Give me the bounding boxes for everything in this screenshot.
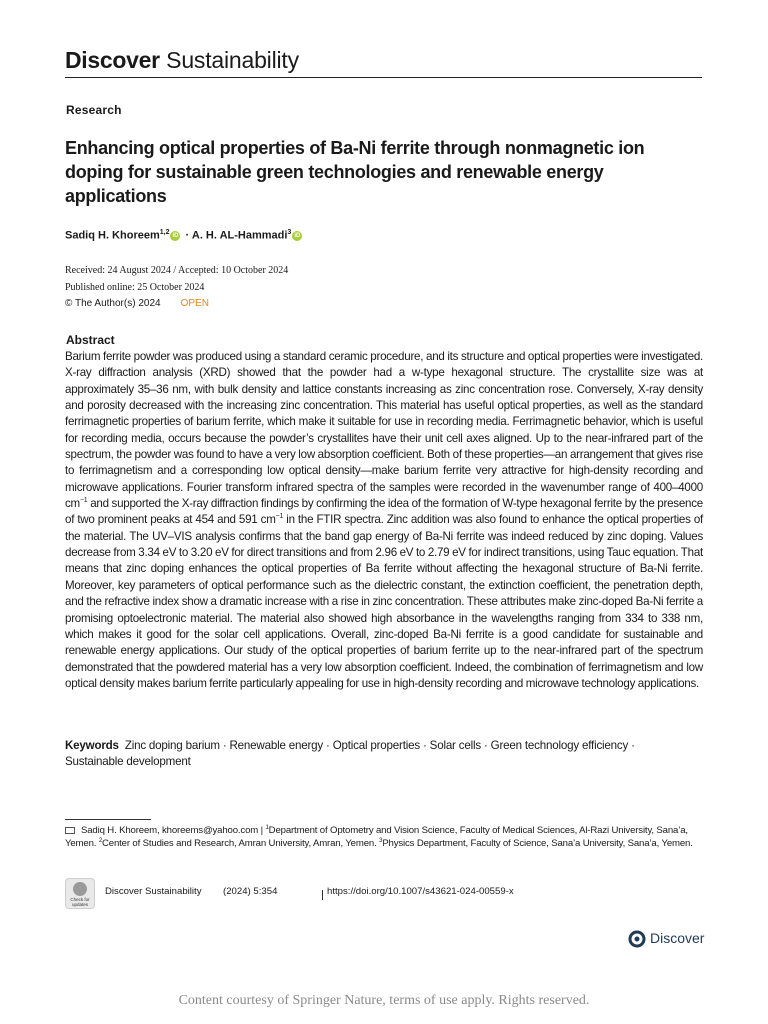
- crossmark-dot: [73, 882, 87, 896]
- corresponding-author[interactable]: Sadiq H. Khoreem, khoreems@yahoo.com |: [81, 825, 266, 836]
- published-date: Published online: 25 October 2024: [65, 281, 205, 293]
- footnote-rule: [65, 819, 151, 820]
- article-title: Enhancing optical properties of Ba-Ni ferrite through nonmagnetic ion doping for sustainable green technologies and renewable energy applications: [65, 138, 645, 206]
- abstract-part-3: in the FTIR spectra. Zinc addition was also found to enhance the optical properties of the material. The UV–VIS analysis confirms that the band gap energy of Ba-Ni ferrite was indeed reduced by zinc doping. Values decrease from 3.34 eV to 3.20 eV for direct transitions and from 2.96 eV to 2.79 eV for indirect transitions, using Tauc equation. That means that zinc doping enhances the optical properties of Ba ferrite without affecting the hexagonal structure of Ba-Ni ferrite. Moreover, key parameters of optical performance such as the dielectric constant, the extinction coefficient, the penetration depth, and the refractive index show a dramatic increase with a rise in zinc concentration. These attributes make zinc-doped Ba-Ni ferrite a promising optoelectronic material. The material also showed high absorbance in the wavelengths ranging from 334 to 338 nm, which makes it good for the solar cell applications. Overall, zinc-doped Ba-Ni ferrite is a good candidate for sustainable and renewable energy applications. Our study of the optical properties of barium ferrite up to the near-infrared part of the spectrum demonstrated that the powdered material has a very low absorption coefficient. Indeed, the combination of ferrimagnetism and low optical density makes barium ferrite particularly appealing for use in high-density recording and microwave technology applications.: [65, 513, 703, 690]
- keywords-label: Keywords: [65, 739, 119, 752]
- copyright: © The Author(s) 2024: [65, 298, 161, 309]
- abstract-sup-2: −1: [275, 513, 284, 521]
- orcid-icon[interactable]: iD: [294, 232, 301, 239]
- affiliation-2: Center of Studies and Research, Amran University, Amran, Yemen.: [102, 838, 380, 850]
- footer-journal: Discover Sustainability: [105, 886, 202, 897]
- author-separator: ·: [185, 229, 190, 242]
- journal-title-regular: Sustainability: [166, 47, 299, 73]
- orcid-icon[interactable]: iD: [172, 232, 179, 239]
- doi-link[interactable]: https://doi.org/10.1007/s43621-024-00559-x: [327, 886, 514, 897]
- courtesy-watermark: Content courtesy of Springer Nature, terms of use apply. Rights reserved.: [178, 993, 590, 1008]
- author-list: [65, 226, 304, 243]
- received-date: Received: 24 August 2024 / Accepted: 10 October 2024: [65, 265, 289, 276]
- footer-divider: [322, 890, 323, 900]
- crossmark-text: Check for updates: [70, 897, 90, 907]
- keywords-text: Zinc doping barium · Renewable energy · Optical properties · Solar cells · Green technology efficiency · Sustainable development: [65, 739, 635, 769]
- article-type: Research: [66, 103, 122, 117]
- journal-title-bold: Discover: [65, 47, 160, 73]
- aff-sup-3: 3: [379, 838, 383, 845]
- abstract-heading: Abstract: [66, 333, 115, 347]
- aff-sup-2: 2: [98, 838, 102, 845]
- aff-sup-1: 1: [265, 824, 269, 831]
- discover-logo: [628, 928, 704, 948]
- footer-volume: (2024) 5:354: [223, 886, 278, 897]
- check-for-updates-icon[interactable]: [65, 878, 95, 909]
- open-access-badge: OPEN: [180, 298, 209, 309]
- article-dates: [65, 263, 288, 313]
- abstract-text: [65, 349, 703, 692]
- journal-title: [65, 44, 299, 76]
- envelope-icon: [65, 827, 75, 834]
- affiliation-3: Physics Department, Faculty of Science, Sana’a University, Sana’a, Yemen.: [382, 838, 693, 850]
- discover-logo-text: Discover: [650, 930, 705, 946]
- author-2-affiliation: 3: [287, 229, 292, 236]
- header-rule: [65, 77, 702, 78]
- affiliations-footnote: [65, 824, 695, 851]
- abstract-part-2: and supported the X-ray diffraction findings by confirming the idea of the formation of W-type hexagonal ferrite by the presence of two prominent peaks at 454 and 591 cm: [65, 497, 703, 527]
- abstract-part-1: Barium ferrite powder was produced using a standard ceramic procedure, and its structure and optical properties were investigated. X-ray diffraction analysis (XRD) showed that the powder had a w-type hexagonal structure. The crystallite size was at approximately 35–36 nm, with bulk density and lattice constants increasing as zinc concentration rose. Conversely, X-ray density and porosity decreased with the increasing zinc concentration. This material has useful optical properties, as well as the standard ferrimagnetic properties of barium ferrite, which make it suitable for use in recording media. Ferrimagnetic behavior, which is useful for recording media, occurs because the powder’s crystallites have their unit cell axes aligned. Up to the near-infrared part of the spectrum, the powder was found to have a very low absorption coefficient. Both of these properties—an arrangement that gives rise to ferrimagnetism and a corresponding low optical density—make barium ferrite very attractive for high-density recording and microwave applications. Fourier transform infrared spectra of the samples were recorded in the wavenumber range of 400–4000 cm: [65, 350, 703, 511]
- author-1-name[interactable]: Sadiq H. Khoreem: [65, 229, 160, 242]
- affiliation-1: Department of Optometry and Vision Science, Faculty of Medical Sciences, Al-Razi University, Sana’a, Yemen.: [65, 825, 688, 850]
- keywords: [65, 738, 685, 771]
- author-2-name[interactable]: A. H. AL-Hammadi: [191, 229, 288, 242]
- abstract-sup-1: −1: [79, 497, 88, 505]
- author-1-affiliation: 1,2: [159, 229, 170, 236]
- discover-logo-icon: [628, 930, 646, 948]
